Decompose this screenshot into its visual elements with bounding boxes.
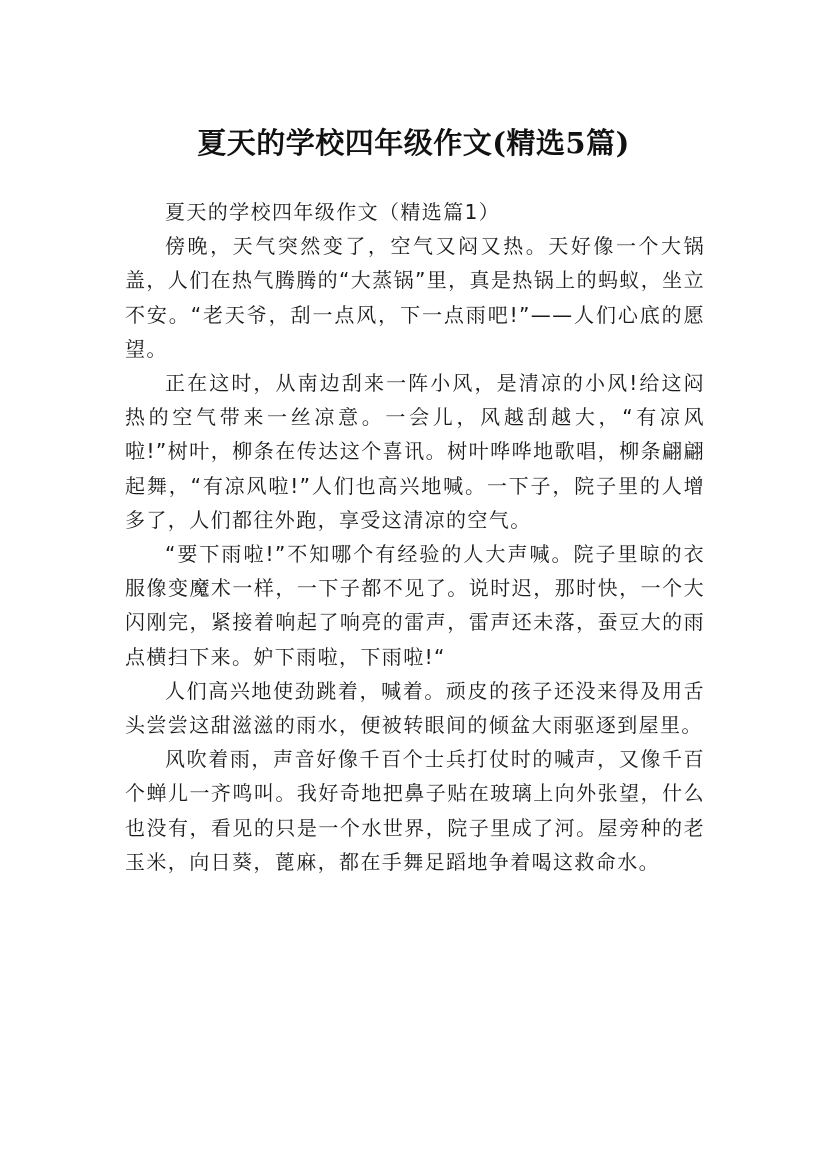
paragraph: 风吹着雨，声音好像千百个士兵打仗时的喊声，又像千百个蝉儿一齐鸣叫。我好奇地把鼻子贴在玻璃上向外张望，什么也没有，看见的只是一个水世界，院子里成了河。屋旁种的老玉米，向日葵，蓖麻，都在手舞足蹈地争着喝这救命水。 — [125, 747, 705, 874]
paragraph: 傍晚，天气突然变了，空气又闷又热。天好像一个大锅盖，人们在热气腾腾的“大蒸锅”里，真是热锅上的蚂蚁，坐立不安。“老天爷，刮一点风，下一点雨吧!”——人们心底的愿望。 — [125, 234, 705, 361]
document-body — [125, 195, 705, 879]
document-title: 夏天的学校四年级作文(精选5篇) — [197, 126, 630, 161]
paragraph: 正在这时，从南边刮来一阵小风，是清凉的小风!给这闷热的空气带来一丝凉意。一会儿，风越刮越大，“有凉风啦!”树叶，柳条在传达这个喜讯。树叶哗哗地歌唱，柳条翩翩起舞，“有凉风啦!”人们也高兴地喊。一下子，院子里的人增多了，人们都往外跑，享受这清凉的空气。 — [125, 371, 705, 532]
paragraph: 人们高兴地使劲跳着，喊着。顽皮的孩子还没来得及用舌头尝尝这甜滋滋的雨水，便被转眼间的倾盆大雨驱逐到屋里。 — [125, 678, 705, 738]
paragraph: “要下雨啦!”不知哪个有经验的人大声喊。院子里晾的衣服像变魔术一样，一下子都不见了。说时迟，那时快，一个大闪刚完，紧接着响起了响亮的雷声，雷声还未落，蚕豆大的雨点横扫下来。妒下雨啦，下雨啦!“ — [125, 542, 705, 669]
section-heading: 夏天的学校四年级作文（精选篇1） — [165, 200, 501, 224]
